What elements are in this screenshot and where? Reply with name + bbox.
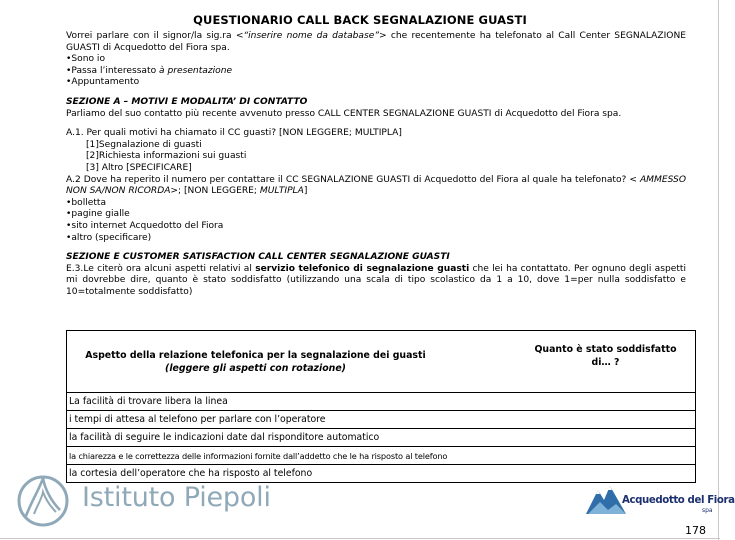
a2-multipla: MULTIPLA bbox=[259, 186, 304, 197]
a2-close: ] bbox=[303, 186, 308, 197]
fiora-logo bbox=[586, 480, 735, 522]
section-e-heading: SEZIONE E CUSTOMER SATISFACTION CALL CENTER SEGNALAZIONE GUASTI bbox=[66, 252, 450, 263]
intro-text-a: Vorrei parlare con il signor/la sig.ra bbox=[66, 31, 236, 41]
a2-option-1: •bolletta bbox=[66, 197, 107, 208]
intro-bullet-2-text: •Passa l’interessato bbox=[66, 65, 160, 76]
piepoli-mark-icon bbox=[12, 470, 74, 532]
table-row-score bbox=[516, 429, 696, 447]
table-row-score bbox=[516, 411, 696, 429]
table-row-label: la chiarezza e le correttezza delle informazioni fornite dall’addetto che le ha risposto al telefono bbox=[67, 447, 517, 465]
fiora-logo-text: Acquedotto del Fiora bbox=[622, 495, 735, 506]
section-a-heading: SEZIONE A – MOTIVI E MODALITA’ DI CONTATTO bbox=[66, 96, 308, 107]
question-a1: A.1. Per quali motivi ha chiamato il CC guasti? [NON LEGGERE; MULTIPLA] bbox=[66, 128, 402, 139]
header-aspect bbox=[67, 331, 445, 393]
table-row-score bbox=[516, 393, 696, 411]
satisfaction-table bbox=[66, 330, 696, 483]
table-row-label: La facilità di trovare libera la linea bbox=[67, 393, 517, 411]
intro-text-c: che recentemente ha telefonato al Call Center SEGNALAZIONE GUASTI di Acquedotto del Fiora spa. bbox=[66, 31, 687, 53]
intro-bullet-3: •Appuntamento bbox=[66, 77, 140, 88]
header-aspect-note: (leggere gli aspetti con rotazione) bbox=[165, 362, 346, 374]
piepoli-logo bbox=[12, 470, 272, 532]
bottom-border bbox=[0, 538, 720, 539]
piepoli-logo-text: Istituto Piepoli bbox=[82, 482, 271, 513]
a1-option-1: [1]Segnalazione di guasti bbox=[86, 139, 202, 150]
table-header bbox=[67, 331, 696, 393]
a1-option-3: [3] Altro [SPECIFICARE] bbox=[86, 162, 192, 173]
question-a2 bbox=[66, 175, 686, 198]
page-number: 178 bbox=[685, 524, 706, 537]
fiora-logo-sub: spa bbox=[702, 507, 713, 514]
section-e-text bbox=[66, 264, 686, 299]
a2-instr: ; [NON LEGGERE; bbox=[178, 186, 260, 197]
table-row bbox=[67, 429, 696, 447]
a1-option-2: [2]Richiesta informazioni sui guasti bbox=[86, 151, 247, 162]
intro-bullet-1: •Sono io bbox=[66, 54, 106, 65]
header-satisfaction bbox=[516, 331, 696, 393]
a2-option-2: •pagine gialle bbox=[66, 209, 130, 220]
a2-option-3: •sito internet Acquedotto del Fiora bbox=[66, 220, 224, 231]
e3-text-bold: servizio telefonico di segnalazione guasti bbox=[255, 263, 470, 274]
table-row bbox=[67, 411, 696, 429]
e3-text-c: che lei ha contattato. Per ognuno degli aspetti mi dovrebbe dire, quanto è stato soddisfatto (utilizzando una scala di tipo scolastico da 1 a 10, dove 1=per nulla soddisfatto e 10=totalmente soddisfatto) bbox=[66, 263, 686, 297]
table-row-score bbox=[516, 447, 696, 465]
intro-bullet-2 bbox=[66, 66, 686, 78]
a2-option-4: •altro (specificare) bbox=[66, 232, 152, 243]
header-satisfaction-title: Quanto è stato soddisfatto bbox=[534, 344, 677, 355]
intro-placeholder: <“inserire nome da database”> bbox=[235, 31, 387, 41]
page-title: QUESTIONARIO CALL BACK SEGNALAZIONE GUASTI bbox=[193, 13, 527, 27]
table-row-label: i tempi di attesa al telefono per parlare con l’operatore bbox=[67, 411, 517, 429]
a2-text: A.2 Dove ha reperito il numero per contattare il CC SEGNALAZIONE GUASTI di Acquedotto del Fiora al quale ha telefonato? bbox=[66, 174, 630, 185]
e3-text-a: E.3.Le citerò ora alcuni aspetti relativi al bbox=[66, 263, 256, 274]
table-row-label: la cortesia dell’operatore che ha risposto al telefono bbox=[67, 465, 517, 483]
table-row bbox=[67, 447, 696, 465]
header-aspect-title: Aspetto della relazione telefonica per la segnalazione dei guasti bbox=[85, 349, 426, 361]
questionnaire-body bbox=[66, 31, 686, 298]
intro-bullet-2-italic: à presentazione bbox=[159, 65, 233, 76]
header-satisfaction-sub: di… ? bbox=[591, 357, 620, 368]
right-border bbox=[718, 0, 719, 540]
table-row bbox=[67, 393, 696, 411]
table-row-label: la facilità di seguire le indicazioni date dal risponditore automatico bbox=[67, 429, 517, 447]
header-gap bbox=[444, 331, 516, 393]
intro-text bbox=[66, 31, 686, 54]
a2-note: < AMMESSO NON SA/NON RICORDA> bbox=[66, 174, 686, 197]
section-a-text: Parliamo del suo contatto più recente avvenuto presso CALL CENTER SEGNALAZIONE GUASTI di Acquedotto del Fiora spa. bbox=[66, 108, 622, 119]
